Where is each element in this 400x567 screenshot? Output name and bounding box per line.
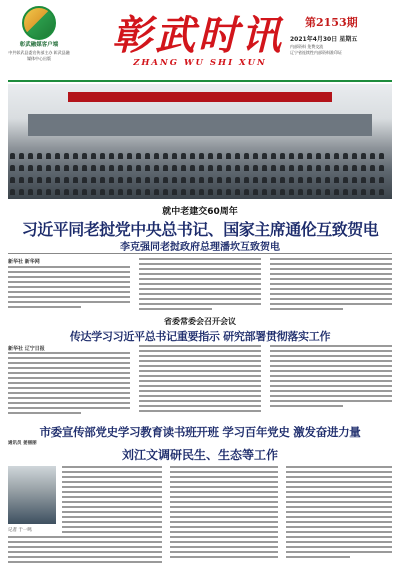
story2-byline: 新华社 辽宁日报 <box>8 346 45 352</box>
issue-date: 2021年4月30日 星期五 <box>290 36 358 43</box>
photo-banner <box>68 92 332 102</box>
audience-row <box>8 144 392 152</box>
masthead-divider <box>8 80 392 82</box>
lead-photo <box>8 84 392 199</box>
story4-body-col-3 <box>286 466 392 561</box>
story2-headline: 传达学习习近平总书记重要指示 研究部署贯彻落实工作 <box>69 330 331 343</box>
brand-title: 彰武时讯 <box>112 12 284 59</box>
brand-pinyin: ZHANG WU SHI XUN <box>133 58 267 68</box>
lead-body-col-2 <box>139 258 261 313</box>
logo <box>8 4 70 78</box>
story2-body-col-2 <box>139 345 261 415</box>
logo-emblem-icon <box>22 6 56 40</box>
pub-line-2: 辽宁省连续性内部资料准印证 <box>290 50 342 55</box>
audience-row <box>8 180 392 188</box>
story3-byline: 通讯员 姜丽丽 <box>8 441 37 446</box>
lead-subheadline: 李克强同老挝政府总理潘坎互致贺电 <box>120 242 280 253</box>
story2-kicker: 省委常委会召开会议 <box>164 317 236 326</box>
lead-byline: 新华社 新华网 <box>8 259 40 265</box>
divider <box>8 253 392 254</box>
photo-stage <box>28 114 372 136</box>
audience-row <box>8 156 392 164</box>
lead-kicker: 就中老建交60周年 <box>162 207 238 217</box>
pub-line-1: 内部资料 免费交流 <box>290 44 324 49</box>
lead-body-col-1 <box>8 266 130 311</box>
story4-headline: 刘江文调研民生、生态等工作 <box>121 448 278 462</box>
org-name: 彰武融媒客户端 <box>19 42 59 48</box>
story2-body-col-1 <box>8 352 130 417</box>
story4-caption: 记者 于一鸣 <box>8 528 32 533</box>
story2-body-col-3 <box>270 345 392 410</box>
lead-headline: 习近平同老挝党中央总书记、国家主席通伦互致贺电 <box>21 220 379 239</box>
masthead <box>0 0 400 82</box>
lead-body-col-3 <box>270 258 392 313</box>
story4-body-col-2 <box>170 466 278 561</box>
issue-number: 第2153期 <box>305 16 358 29</box>
audience-row <box>8 190 392 198</box>
story3-headline: 市委宣传部党史学习教育读书班开班 学习百年党史 激发奋进力量 <box>39 425 361 439</box>
story4-photo <box>8 466 56 524</box>
story4-body-bottom-left <box>8 536 162 566</box>
audience-row <box>8 168 392 176</box>
org-sub: 中共彰武县委宣传部主办 彰武县融媒体中心出版 <box>8 50 70 61</box>
